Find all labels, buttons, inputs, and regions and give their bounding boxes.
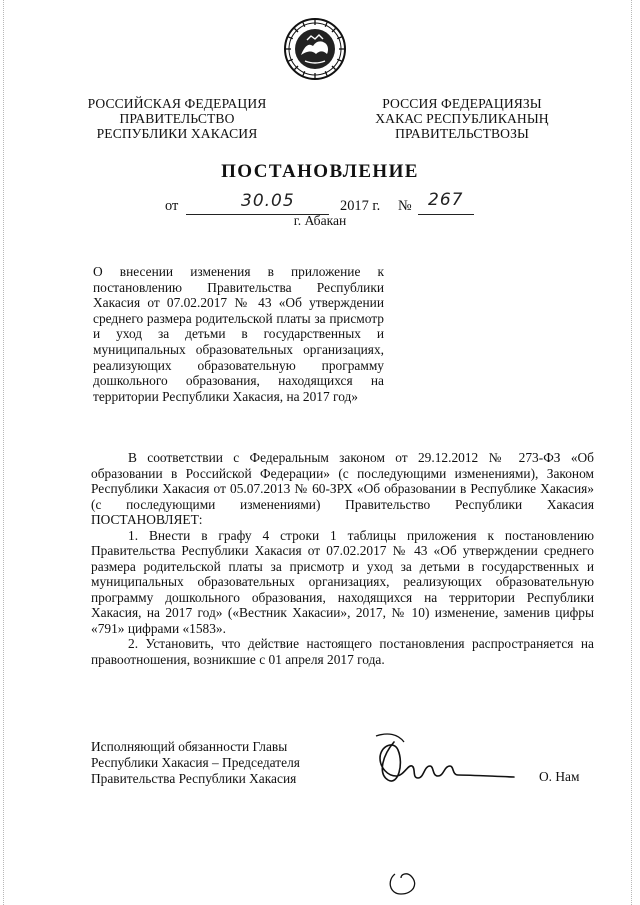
header-left-line: РОССИЙСКАЯ ФЕДЕРАЦИЯ bbox=[87, 96, 267, 111]
header-right-line: ПРАВИТЕЛЬСТВОЗЫ bbox=[395, 126, 529, 141]
document-title: ПОСТАНОВЛЕНИЕ bbox=[221, 161, 419, 182]
signer-line: Исполняющий обязанности Главы bbox=[91, 739, 288, 754]
header-right-line: РОССИЯ ФЕДЕРАЦИЯЗЫ bbox=[382, 96, 542, 111]
city-label: г. Абакан bbox=[293, 213, 347, 228]
header-right-line: ХАКАС РЕСПУБЛИКАНЫҢ bbox=[375, 111, 549, 126]
page-mark-scribble bbox=[385, 868, 423, 898]
number-label: № bbox=[398, 198, 412, 214]
preamble-paragraph: В соответствии с Федеральным законом от 29.12.2012 № 273-ФЗ «Об образовании в Российской Федерации» (с последующими изменениями), Законом Республики Хакасия от 05.07.2013 № 60-ЗРХ «Об образовании в Республике Хакасия» (с последующими изменениями) Правительство Республики Хакасия ПОСТАНОВЛЯЕТ: bbox=[91, 450, 594, 527]
coat-of-arms-emblem bbox=[283, 17, 347, 81]
header-right-block bbox=[372, 96, 552, 141]
handwritten-date: 30.05 bbox=[241, 191, 295, 211]
header-left-line: ПРАВИТЕЛЬСТВО bbox=[119, 111, 235, 126]
subject-text: О внесении изменения в приложение к постановлению Правительства Республики Хакасия от 07.02.2017 № 43 «Об утверждении среднего размера родительской платы за присмотр и уход за детьми в государственных и муниципальных образовательных организациях, реализующих образовательную программу дошкольного образования, находящихся на территории Республики Хакасия, на 2017 год» bbox=[93, 264, 384, 404]
signer-name: О. Нам bbox=[539, 769, 580, 784]
year-label: 2017 г. bbox=[340, 198, 381, 214]
handwritten-number: 267 bbox=[428, 190, 464, 210]
header-left-block bbox=[85, 96, 269, 141]
scan-edge-right bbox=[631, 0, 632, 905]
date-from-label: от bbox=[165, 198, 179, 214]
signer-position bbox=[91, 739, 300, 787]
item-2-paragraph: 2. Установить, что действие настоящего постановления распространяется на правоотношения, возникшие с 01 апреля 2017 года. bbox=[91, 636, 594, 667]
signer-line: Правительства Республики Хакасия bbox=[91, 771, 297, 786]
item-1-paragraph: 1. Внести в графу 4 строки 1 таблицы приложения к постановлению Правительства Республики Хакасия от 07.02.2017 № 43 «Об утверждении среднего размера родительской платы за присмотр и уход за детьми в государственных и муниципальных образовательных организациях, реализующих образовательную программу дошкольного образования, находящихся на территории Республики Хакасия, на 2017 год» («Вестник Хакасии», 2017, № 10) изменение, заменив цифры «791» цифрами «1583». bbox=[91, 527, 594, 636]
document-body bbox=[91, 450, 594, 667]
header-left-line: РЕСПУБЛИКИ ХАКАСИЯ bbox=[96, 126, 258, 141]
signer-line: Республики Хакасия – Председателя bbox=[91, 755, 300, 770]
scan-edge-left bbox=[3, 0, 4, 905]
handwritten-signature bbox=[368, 728, 518, 798]
